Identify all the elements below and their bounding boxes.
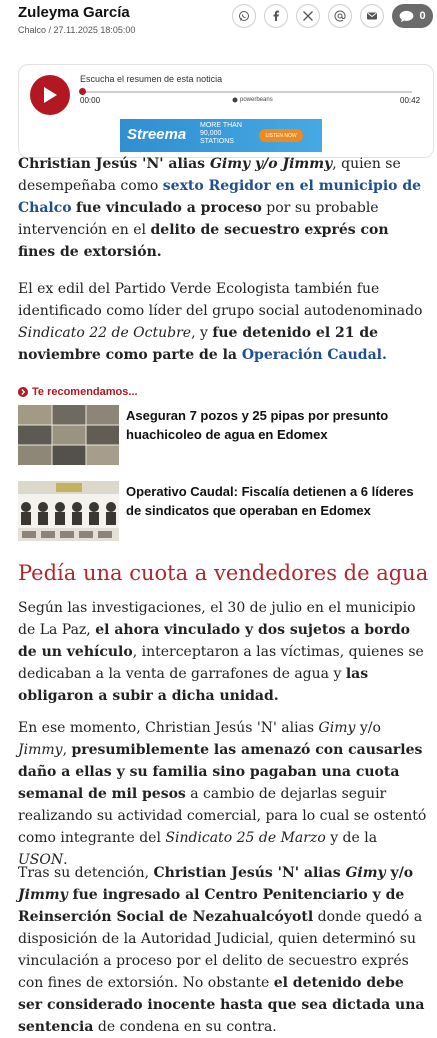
recommended-heading xyxy=(18,386,138,398)
arrow-circle-icon xyxy=(18,387,28,397)
text-run: donde quedó a disposición de la Autoridad Judicial, quien determinó su vinculación a proceso por el delito de secuestro exprés con fines de extorsión. No obstante xyxy=(18,909,423,991)
email-icon xyxy=(366,10,378,22)
comments-button[interactable] xyxy=(392,4,433,28)
player-title: Escucha el resumen de esta noticia xyxy=(80,74,223,84)
text-run: el ahora vinculado y dos sujetos a bordo de un vehículo xyxy=(18,622,411,660)
text-run: por su probable intervención en el xyxy=(18,200,379,238)
ad-line-3: STATIONS xyxy=(200,138,234,145)
ad-cta-button[interactable]: LISTEN NOW xyxy=(259,129,303,142)
text-run: , interceptaron a las víctimas, quienes se dedicaban a la venta de garrafones de agua y xyxy=(18,644,424,682)
ad-line-2: 90,000 xyxy=(200,130,222,137)
progress-track[interactable] xyxy=(80,91,412,93)
comment-count: 0 xyxy=(419,10,426,22)
text-run: fue vinculado a proceso xyxy=(76,200,262,216)
detainees-lineup-image xyxy=(18,481,119,541)
text-run: de condena en su contra. xyxy=(93,1019,277,1035)
recommended-title[interactable]: Aseguran 7 pozos y 25 pipas por presunto huachicoleo de agua en Edomex xyxy=(126,408,389,442)
text-run: delito de secuestro exprés con fines de extorsión. xyxy=(18,222,389,260)
article-paragraph-3 xyxy=(18,597,428,707)
text-run: fue detenido el 21 de noviembre como parte de la xyxy=(18,325,379,363)
text-run: y/o xyxy=(355,720,381,736)
text-run: y/o xyxy=(385,865,414,881)
text-run: Según las investigaciones, el 30 de julio en el municipio de La Paz, xyxy=(18,600,416,638)
recommended-item[interactable] xyxy=(18,481,428,541)
comment-bubble-icon xyxy=(399,10,414,23)
text-run: Gimy xyxy=(345,865,386,881)
ad-line-1: MORE THAN xyxy=(200,122,242,129)
text-run: el detenido debe ser considerado inocente hasta que sea dictada una sentencia xyxy=(18,975,425,1035)
audio-summary-player xyxy=(18,64,434,158)
text-run: Christian Jesús 'N' alias xyxy=(18,156,210,172)
time-elapsed: 00:00 xyxy=(80,96,101,105)
powered-by-label: powerbeans xyxy=(240,97,273,103)
link-sexto-regidor[interactable]: sexto Regidor en el municipio de Chalco xyxy=(18,178,422,216)
text-run: las obligaron a subir a dicha unidad. xyxy=(18,666,369,704)
section-heading: Pedía una cuota a vendedores de agua xyxy=(18,561,429,585)
text-run: Sindicato 25 de Marzo xyxy=(165,830,326,846)
text-run: Jimmy xyxy=(18,742,63,758)
article-dateline: Chalco / 27.11.2025 18:05:00 xyxy=(18,25,136,35)
ad-copy xyxy=(200,122,242,146)
ad-logo: Streema xyxy=(127,126,187,143)
link-operacion-caudal[interactable]: Operación Caudal. xyxy=(241,347,387,363)
text-run: Tras su detención, xyxy=(18,865,154,881)
text-run: El ex edil del Partido Verde Ecologista también fue identificado como líder del grupo social autodenominado xyxy=(18,281,423,319)
facebook-icon xyxy=(270,10,282,22)
time-total: 00:42 xyxy=(400,96,421,105)
recommended-title[interactable]: Operativo Caudal: Fiscalía detienen a 6 líderes de sindicatos que operaban en Edomex xyxy=(126,484,414,518)
play-button[interactable] xyxy=(30,75,70,115)
powered-by xyxy=(232,97,273,103)
whatsapp-icon xyxy=(238,10,250,22)
facebook-share-button[interactable] xyxy=(264,4,288,28)
recommended-thumbnail[interactable] xyxy=(18,405,119,465)
text-run: Gimy y/o Jimmy xyxy=(209,156,333,172)
play-icon xyxy=(43,87,57,103)
whatsapp-share-button[interactable] xyxy=(232,4,256,28)
article-paragraph-4 xyxy=(18,717,428,871)
progress-knob[interactable] xyxy=(79,88,86,95)
text-run: a cambio de dejarlas seguir realizando su actividad comercial, para lo cual se ostentó como integrante del xyxy=(18,786,427,846)
x-icon xyxy=(302,10,314,22)
text-run: presumiblemente las amenazó con causarles daño a ellas y su familia sino pagaban una cuota semanal de mil pesos xyxy=(18,742,423,802)
text-run: y de la xyxy=(325,830,378,846)
article-paragraph-5 xyxy=(18,862,428,1038)
text-run: , xyxy=(62,742,72,758)
author-name[interactable]: Zuleyma García xyxy=(18,4,130,21)
text-run: Christian Jesús 'N' alias xyxy=(153,865,346,881)
text-run: , y xyxy=(191,325,213,341)
threads-icon xyxy=(334,10,346,22)
text-run: fue ingresado al Centro Penitenciario y de Reinserción Social de Nezahualcóyotl xyxy=(18,887,405,925)
email-share-button[interactable] xyxy=(360,4,384,28)
text-run: Sindicato 22 de Octubre xyxy=(18,325,192,341)
powerbeans-logo-icon xyxy=(232,97,238,103)
pipas-collage-image xyxy=(18,405,119,465)
article-paragraph-1 xyxy=(18,153,428,263)
article-paragraph-2 xyxy=(18,278,428,366)
text-run: . xyxy=(63,852,68,868)
threads-share-button[interactable] xyxy=(328,4,352,28)
text-run: Gimy xyxy=(318,720,356,736)
streema-ad-banner[interactable] xyxy=(120,119,322,152)
recommended-thumbnail[interactable] xyxy=(18,481,119,541)
recommended-item[interactable] xyxy=(18,405,428,465)
text-run: Jimmy xyxy=(18,887,68,903)
text-run: USON xyxy=(18,852,64,868)
x-share-button[interactable] xyxy=(296,4,320,28)
text-run: En ese momento, Christian Jesús 'N' alias xyxy=(18,720,319,736)
text-run: , quien se desempeñaba como xyxy=(18,156,401,194)
recommended-heading-label: Te recomendamos... xyxy=(32,386,138,398)
